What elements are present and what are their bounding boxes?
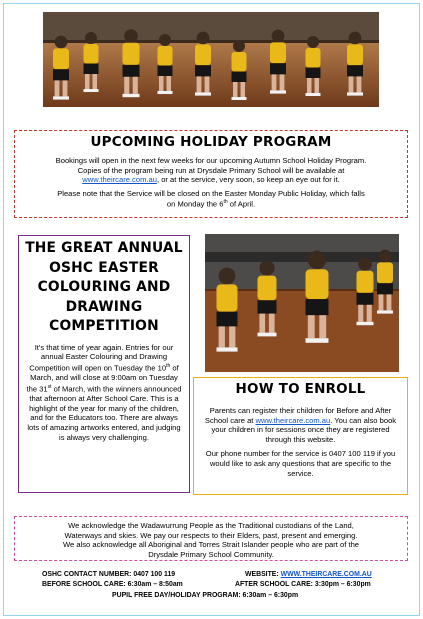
- acknowledgement-text: [21, 521, 401, 559]
- enroll-phone-text: Our phone number for the service is 0407 100 119 if you would like to ask any questions that are specific to the service.: [205, 449, 396, 478]
- footer-website-label: WEBSITE:: [245, 571, 281, 578]
- holiday-program-box: [14, 130, 408, 218]
- ack-line-1: We acknowledge the Wadawurrung People as the Traditional custodians of the Land,: [68, 521, 354, 530]
- acknowledgement-box: [14, 516, 408, 561]
- ack-line-2: Waterways and skies. We pay our respects to their Elders, past, present and emerging.: [64, 530, 358, 540]
- easter-sup-1: th: [166, 362, 171, 369]
- easter-title-line-4: DRAWING: [65, 298, 143, 315]
- holiday-line-1: Bookings will open in the next few weeks for our upcoming Autumn School Holiday Program.: [55, 156, 367, 165]
- footer-website: [245, 571, 372, 578]
- holiday-website-link[interactable]: www.theircare.com.au: [82, 175, 157, 185]
- enroll-photo: [205, 234, 399, 372]
- easter-competition-title: [25, 239, 183, 337]
- closure-line-1: Please note that the Service will be closed on the Easter Monday Public Holiday, which falls: [57, 188, 365, 198]
- easter-title-line-5: COMPETITION: [49, 318, 159, 334]
- footer-after-school-care: AFTER SCHOOL CARE: 3:30pm – 6:30pm: [235, 581, 371, 588]
- enroll-title: HOW TO ENROLL: [235, 381, 366, 397]
- ack-line-4: Drysdale Primary School Community.: [148, 549, 274, 559]
- footer-contact-number: OSHC CONTACT NUMBER: 0407 100 119: [42, 571, 176, 578]
- easter-title-line-2: OSHC EASTER: [49, 259, 159, 276]
- how-to-enroll-box: [193, 377, 408, 495]
- footer-pupil-free-day: PUPIL FREE DAY/HOLIDAY PROGRAM: 6:30am – 6:30pm: [112, 592, 299, 599]
- enroll-website-link[interactable]: www.theircare.com.au: [255, 415, 331, 425]
- easter-text-1: It's that time of year again. Entries for our annual Easter Colouring and Drawing Competition will open on Tuesday the 10: [29, 342, 174, 373]
- easter-competition-text: [25, 343, 183, 443]
- easter-sup-2: st: [47, 383, 52, 390]
- easter-title-line-1: THE GREAT ANNUAL: [25, 240, 183, 256]
- ack-line-3: We also acknowledge all Aboriginal and Torres Strait Islander people who are part of the: [62, 540, 360, 550]
- footer-website-link[interactable]: WWW.THEIRCARE.COM.AU: [280, 571, 372, 578]
- enroll-text: [201, 406, 400, 444]
- easter-competition-box: [18, 235, 190, 493]
- enroll-text-2: . You can also book your children in for sessions once they are registered through this website.: [211, 415, 397, 444]
- closure-sup: th: [223, 199, 228, 206]
- holiday-program-title: UPCOMING HOLIDAY PROGRAM: [90, 134, 332, 150]
- closure-line-2: on Monday the 6: [166, 199, 224, 209]
- easter-title-line-3: COLOURING AND: [37, 279, 171, 295]
- holiday-program-text: [23, 156, 399, 185]
- top-photo: [43, 12, 379, 107]
- footer-before-school-care: BEFORE SCHOOL CARE: 6:30am – 8:50am: [42, 581, 183, 588]
- easter-text-3: of March, with the winners announced that afternoon at After School Care. This is a highlight of the year for many of the children, and for the Educators too. There are always lots of amazing artworks entered, and judging is always very challenging.: [27, 384, 182, 442]
- closure-line-3: of April.: [227, 199, 256, 209]
- holiday-line-3: , or at the service, very soon, so keep an eye out for it.: [156, 175, 340, 185]
- easter-text-2: of March, and will close at 9:00am on Tuesday the 31: [26, 363, 179, 394]
- enroll-text-1: Parents can register their children for Before and After School care at: [204, 406, 392, 425]
- holiday-line-2: Copies of the program being run at Drysdale Primary School will be available at: [77, 165, 345, 175]
- holiday-closure-note: [23, 189, 399, 210]
